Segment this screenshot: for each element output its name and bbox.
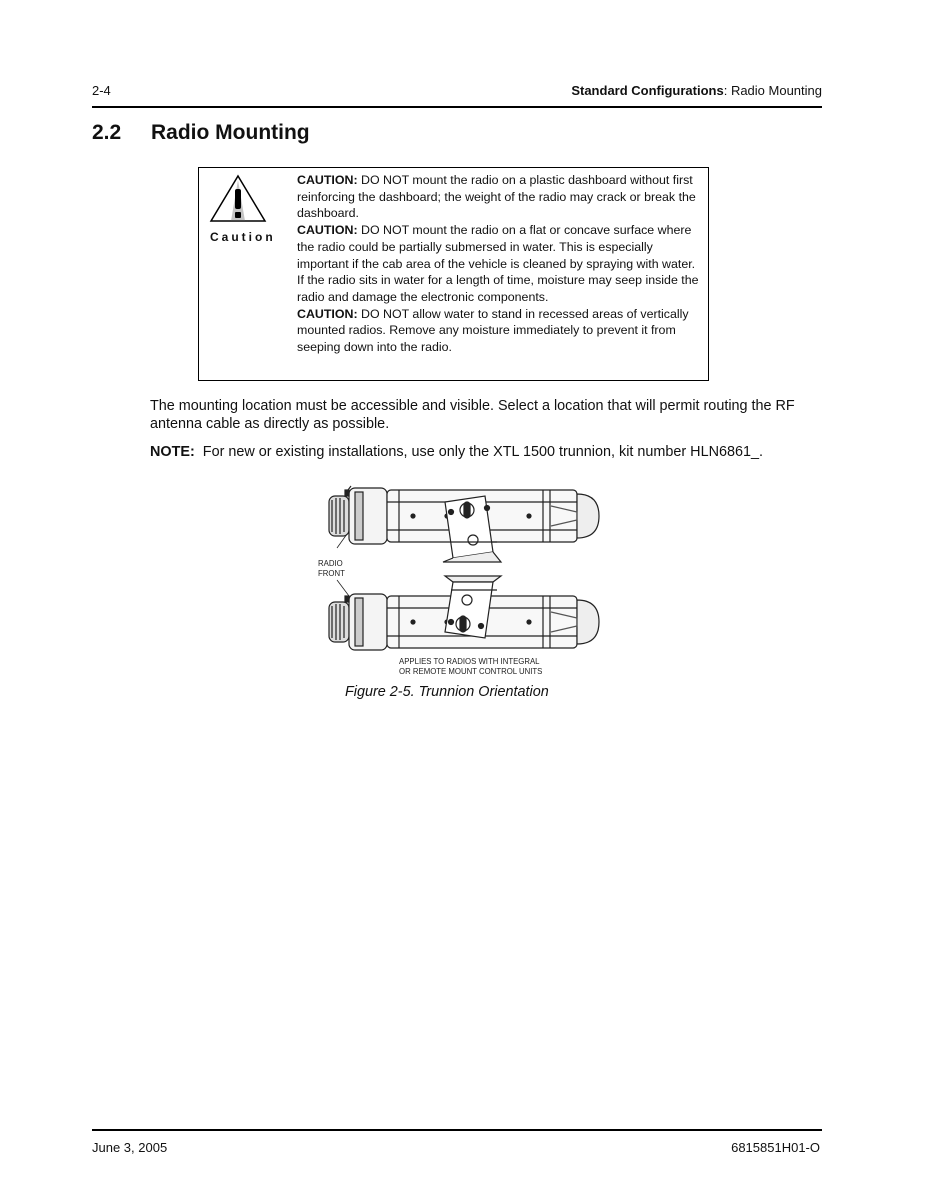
- radio-front-label-line2: FRONT: [318, 569, 345, 578]
- trunnion-figure: [315, 482, 605, 678]
- caution-lead: CAUTION:: [297, 223, 358, 238]
- note-paragraph: [150, 443, 840, 461]
- running-header-subsection: : Radio Mounting: [723, 83, 822, 98]
- figure-caption: Figure 2-5. Trunnion Orientation: [345, 684, 549, 700]
- caution-item: [297, 306, 705, 356]
- footer-doc-number: 6815851H01-O: [731, 1140, 820, 1155]
- running-header-section: Standard Configurations: [571, 83, 724, 98]
- caution-body: DO NOT mount the radio on a flat or concave surface where the radio could be partially submersed in water. This is especially important if the cab area of the vehicle is cleaned by spraying with water. If the radio sits in water for a length of time, moisture may seep inside the radio and damage the electronic components.: [297, 223, 699, 304]
- note-lead: NOTE:: [150, 444, 195, 460]
- footer-rule: [92, 1129, 822, 1131]
- running-header: [571, 83, 822, 98]
- note-body: For new or existing installations, use only the XTL 1500 trunnion, kit number HLN6861_.: [202, 444, 763, 460]
- caution-body: DO NOT mount the radio on a plastic dashboard without first reinforcing the dashboard; the weight of the radio may crack or break the dashboard.: [297, 173, 696, 221]
- caution-lead: CAUTION:: [297, 306, 358, 321]
- footer-date: June 3, 2005: [92, 1140, 168, 1155]
- caution-body: DO NOT allow water to stand in recessed areas of vertically mounted radios. Remove any moisture immediately to prevent it from seeping down into the radio.: [297, 306, 689, 355]
- applies-label-line2: OR REMOTE MOUNT CONTROL UNITS: [399, 667, 543, 676]
- header-rule: [92, 106, 822, 108]
- caution-triangle-icon: [209, 174, 267, 224]
- radio-front-label-line1: RADIO: [318, 559, 343, 568]
- caution-item: [297, 222, 705, 306]
- applies-label-line1: APPLIES TO RADIOS WITH INTEGRAL: [399, 657, 540, 666]
- trunnion-illustration: [315, 482, 605, 678]
- section-title: Radio Mounting: [151, 121, 310, 144]
- page-number: 2-4: [92, 83, 111, 98]
- body-paragraph: The mounting location must be accessible and visible. Select a location that will permit routing the RF antenna cable as directly as possible.: [150, 398, 795, 432]
- caution-lead: CAUTION:: [297, 173, 358, 187]
- caution-text: [297, 172, 705, 356]
- section-number: 2.2: [92, 121, 122, 144]
- caution-icon-label: Caution: [210, 230, 276, 244]
- caution-item: [297, 172, 705, 222]
